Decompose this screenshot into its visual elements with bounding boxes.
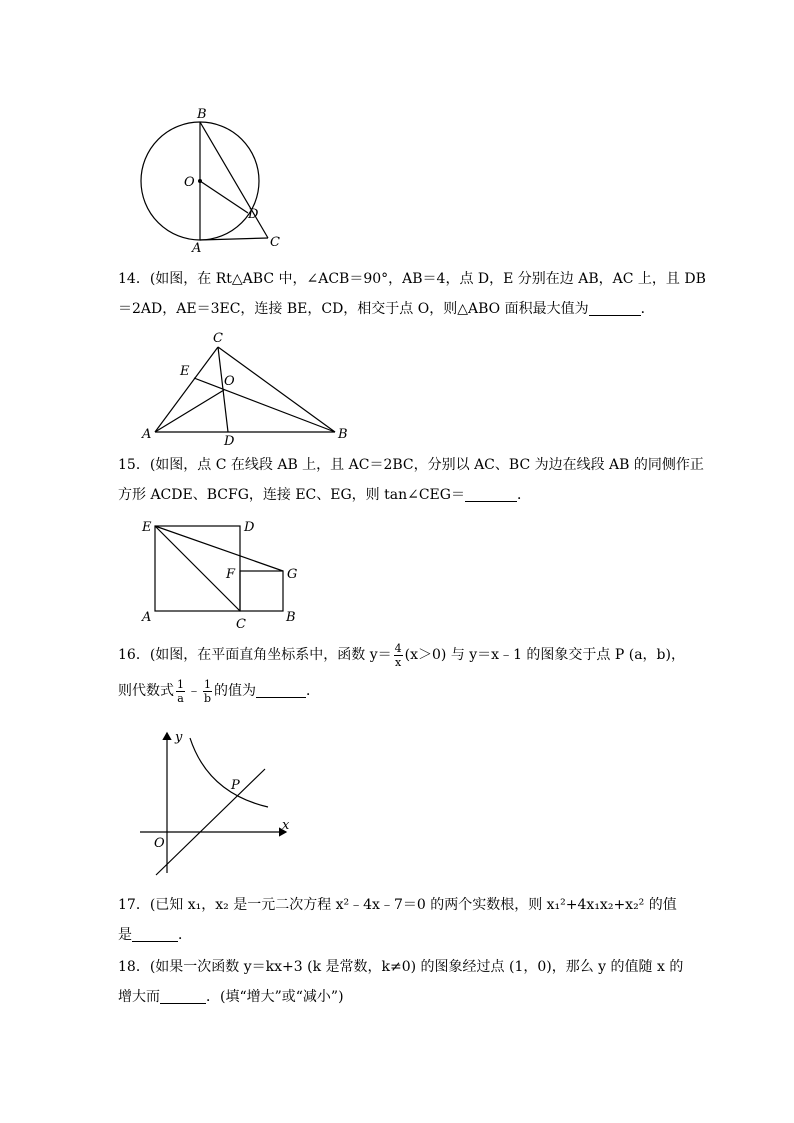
figure-circle xyxy=(130,100,300,260)
fraction-1-over-b: $\frac{1}{b}$ xyxy=(203,677,212,705)
q14-line1: 14．(如图，在 Rt△ABC 中，∠ACB＝90°，AB＝4，点 D，E 分别在边 AB，AC 上，且 DB xyxy=(118,271,706,287)
answer-blank-15[interactable] xyxy=(465,485,517,502)
q16-line1b: (x＞0) 与 y＝x﹣1 的图象交于点 P (a，b)， xyxy=(404,647,685,663)
question-14 xyxy=(118,264,706,324)
label-O: O xyxy=(224,374,235,389)
figure-squares-15 xyxy=(138,512,338,632)
q18-line2a: 增大而 xyxy=(118,989,160,1005)
q14-end: ． xyxy=(640,301,655,317)
label-y: y xyxy=(175,730,183,745)
hyperbola-curve xyxy=(190,738,268,807)
q18-line2b: ．(填“增大”或“减小”) xyxy=(206,989,344,1005)
q16-minus: ﹣ xyxy=(187,683,201,699)
q16-end: ． xyxy=(306,683,320,699)
line-CB xyxy=(218,347,335,432)
label-A: A xyxy=(192,241,202,256)
q15-line2: 方形 ACDE、BCFG，连接 EC、EG，则 tan∠CEG＝ xyxy=(118,487,465,503)
line-AO xyxy=(155,390,224,432)
answer-blank-17[interactable] xyxy=(132,925,178,942)
answer-blank-14[interactable] xyxy=(589,299,641,316)
question-18 xyxy=(118,952,688,1012)
q16-line2b: 的值为 xyxy=(214,683,256,699)
label-P: P xyxy=(231,778,240,793)
q16-line2a: 则代数式 xyxy=(118,683,174,699)
line-EG xyxy=(155,526,283,571)
q17-end: ． xyxy=(178,927,192,943)
square-BCFG xyxy=(240,571,283,611)
answer-blank-18[interactable] xyxy=(160,987,206,1004)
label-E: E xyxy=(142,520,152,535)
label-B: B xyxy=(338,427,348,442)
label-G: G xyxy=(287,567,298,582)
label-O: O xyxy=(184,175,195,190)
figure-triangle-14 xyxy=(138,328,358,448)
label-E: E xyxy=(180,364,190,379)
line-OD xyxy=(200,181,248,213)
label-O: O xyxy=(154,836,165,851)
label-B: B xyxy=(197,107,207,122)
question-17 xyxy=(118,890,688,950)
fraction-1-over-a: $\frac{1}{a}$ xyxy=(177,677,184,705)
q14-line2: ＝2AD，AE＝3EC，连接 BE，CD，相交于点 O，则△ABO 面积最大值为 xyxy=(118,301,589,317)
question-15 xyxy=(118,450,704,510)
label-D: D xyxy=(244,520,255,535)
q18-line1: 18．(如果一次函数 y＝kx+3 (k 是常数，k≠0) 的图象经过点 (1，0)，那么 y 的值随 x 的 xyxy=(118,959,684,975)
center-dot xyxy=(198,179,202,183)
label-F: F xyxy=(226,567,236,582)
fraction-4-over-x: $\frac{4}{x}$ xyxy=(394,641,402,669)
label-A: A xyxy=(142,610,152,625)
label-C: C xyxy=(270,235,280,250)
figure-graph-16 xyxy=(138,725,308,880)
q17-line1: 17．(已知 x₁，x₂ 是一元二次方程 x²﹣4x﹣7＝0 的两个实数根，则 x₁²+4x₁x₂+x₂² 的值 xyxy=(118,897,677,913)
label-B: B xyxy=(286,610,296,625)
label-A: A xyxy=(142,427,152,442)
line-EB xyxy=(194,378,335,432)
line-AC xyxy=(155,347,218,432)
q17-line2: 是 xyxy=(118,927,132,943)
q16-line1a: 16．(如图，在平面直角坐标系中，函数 y＝ xyxy=(118,647,392,663)
q15-end: ． xyxy=(516,487,531,503)
line-y-x-minus-1 xyxy=(156,769,265,875)
line-CD xyxy=(218,347,228,432)
label-x: x xyxy=(282,818,290,833)
label-C: C xyxy=(236,617,246,632)
label-D: D xyxy=(224,434,235,449)
label-D: D xyxy=(248,207,259,222)
answer-blank-16[interactable] xyxy=(256,681,306,698)
q15-line1: 15．(如图，点 C 在线段 AB 上，且 AC＝2BC，分别以 AC、BC 为边在线段 AB 的同侧作正 xyxy=(118,457,704,473)
label-C: C xyxy=(213,331,223,346)
question-16 xyxy=(118,640,688,706)
